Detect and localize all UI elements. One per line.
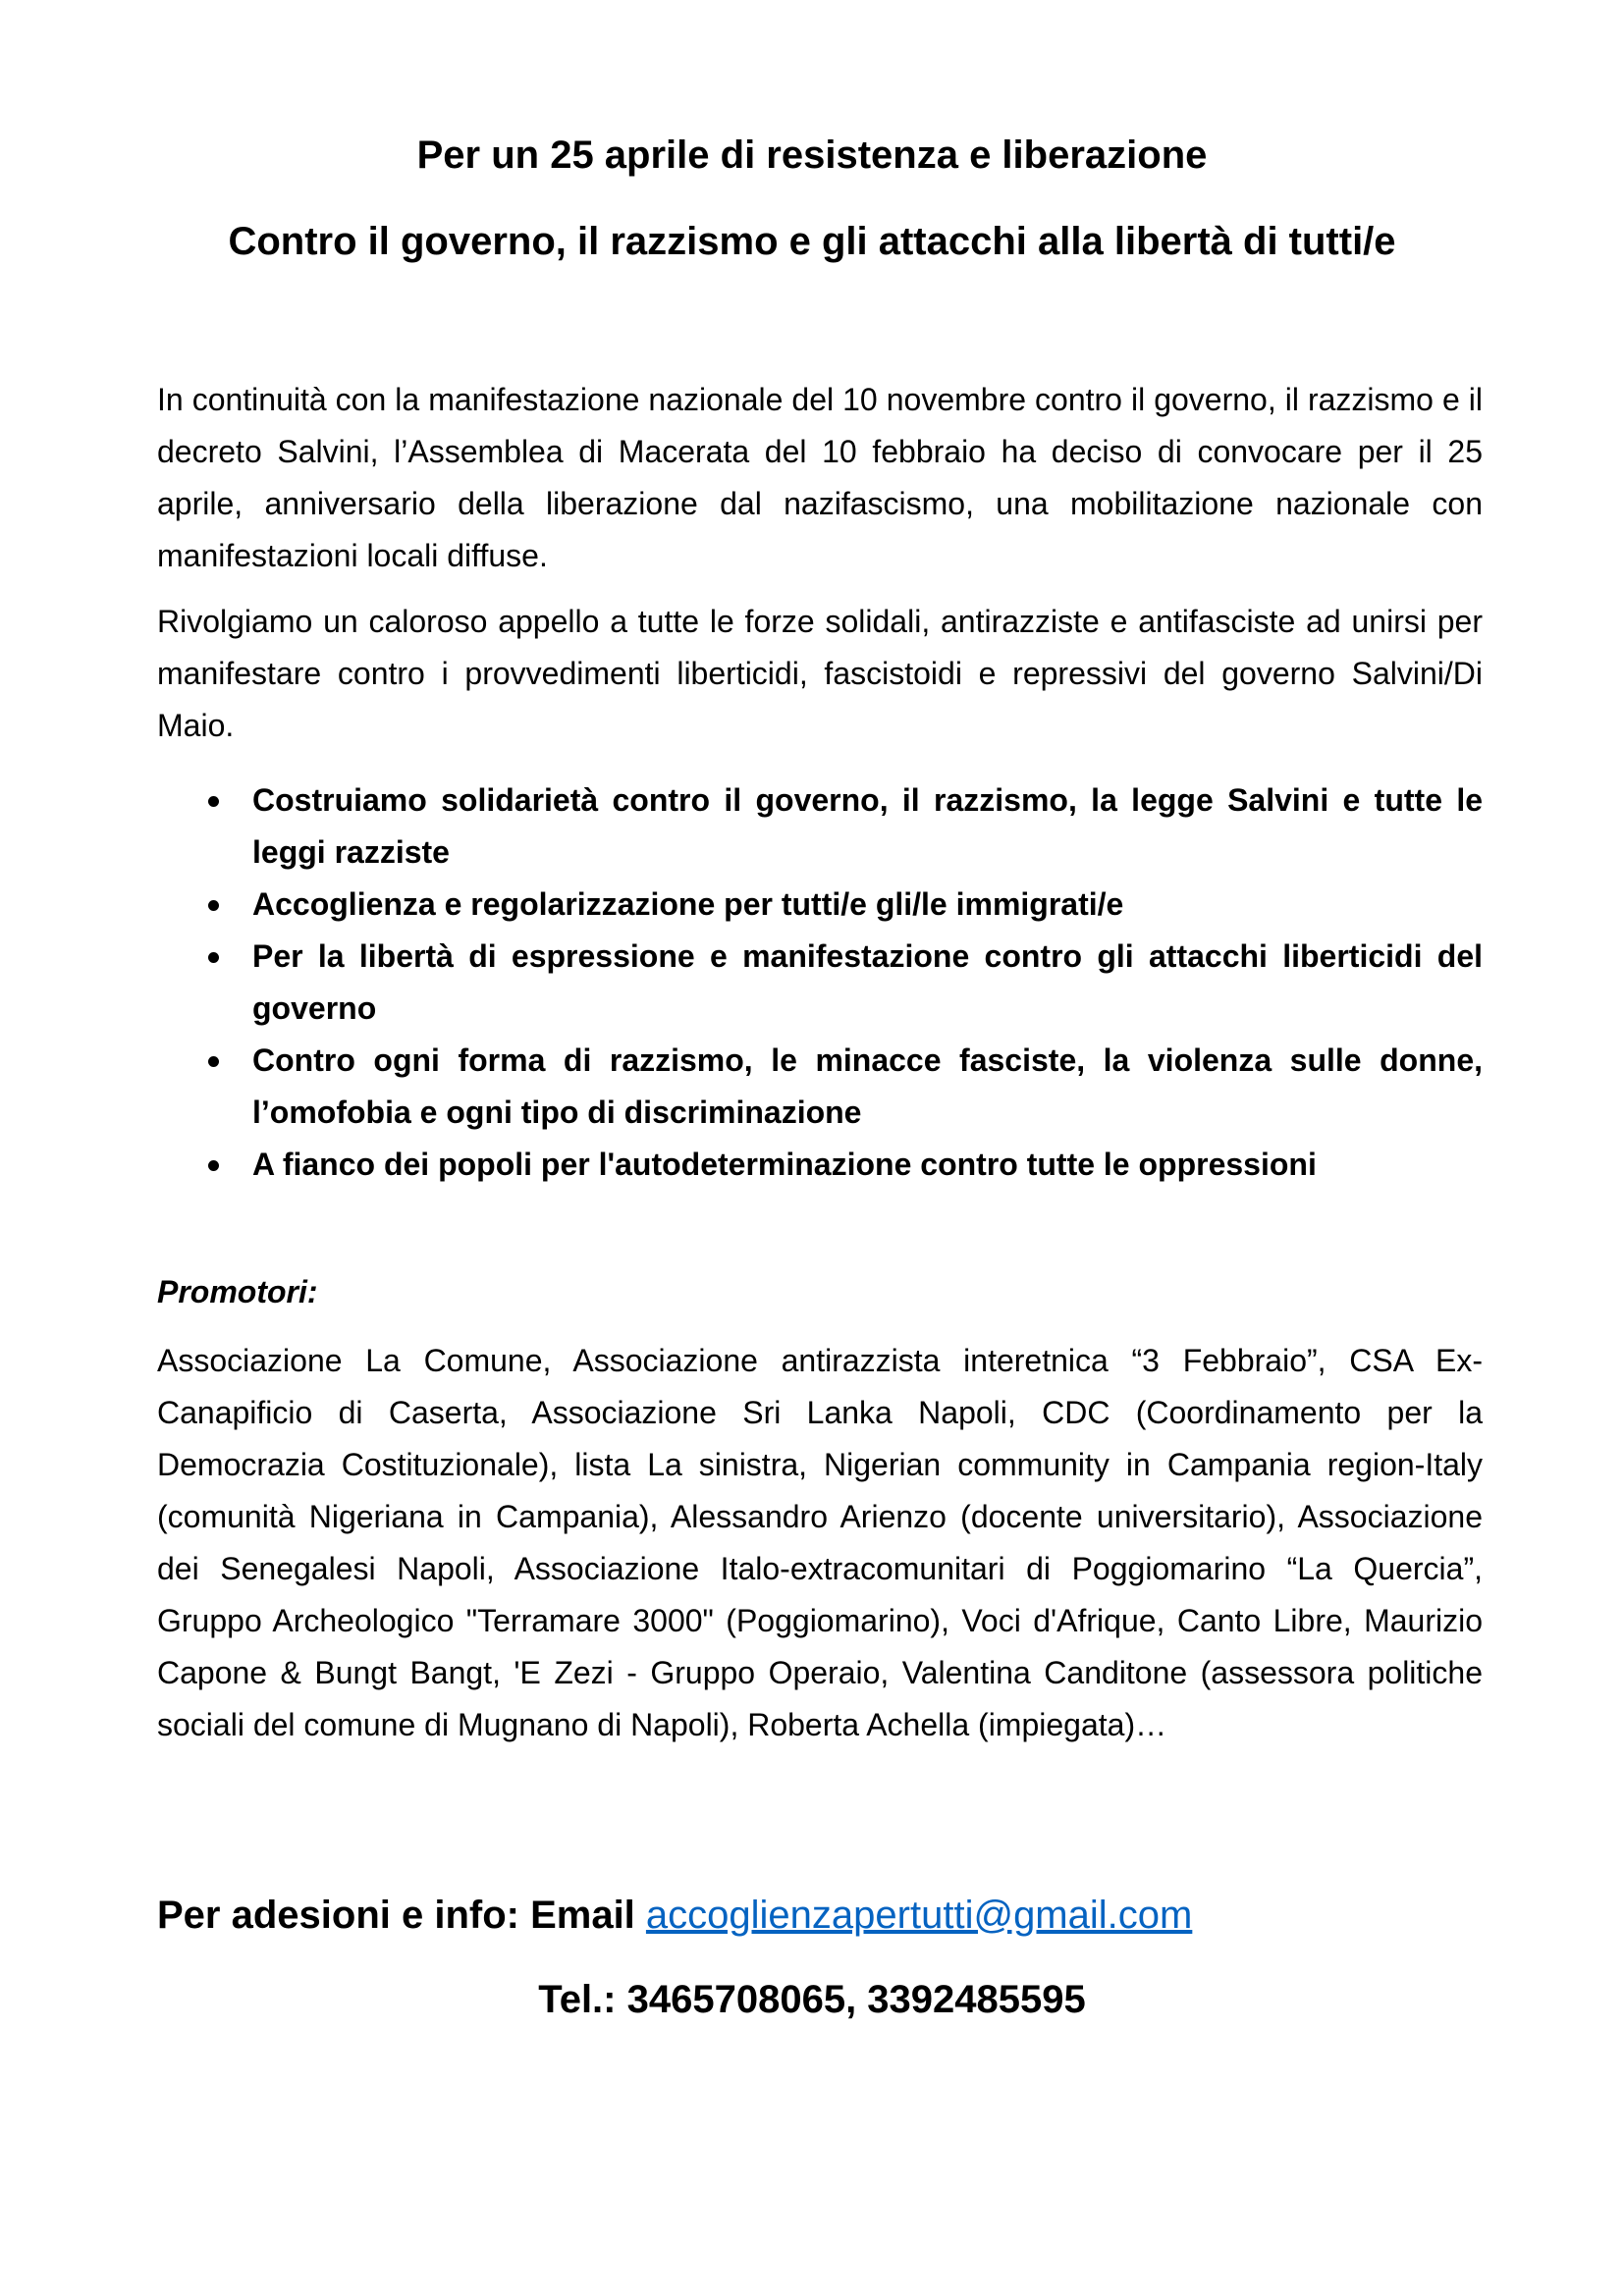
appeal-paragraph: Rivolgiamo un caloroso appello a tutte le forze solidali, antirazziste e antifasciste ad unirsi per manifestare contro i provvedimenti liberticidi, fascistoidi e repressivi del governo Salvini/Di Maio.	[157, 604, 1483, 743]
document-title: Per un 25 aprile di resistenza e liberazione	[416, 133, 1208, 177]
list-item-text: A fianco dei popoli per l'autodeterminazione contro tutte le oppressioni	[252, 1147, 1317, 1182]
list-item-text: Contro ogni forma di razzismo, le minacce fasciste, la violenza sulle donne, l’omofobia e ogni tipo di discriminazione	[252, 1042, 1483, 1130]
email-link[interactable]: accoglienzapertutti@gmail.com	[645, 1894, 1193, 1937]
bullet-icon	[208, 900, 219, 911]
list-item	[157, 1035, 1483, 1139]
list-item	[157, 1139, 1483, 1191]
promoters-paragraph: Associazione La Comune, Associazione antirazzista interetnica “3 Febbraio”, CSA Ex-Canapificio di Caserta, Associazione Sri Lanka Napoli, CDC (Coordinamento per la Democrazia Costituzionale), lista La sinistra, Nigerian community in Campania region-Italy (comunità Nigeriana in Campania), Alessandro Arienzo (docente universitario), Associazione dei Senegalesi Napoli, Associazione Italo-extracomunitari di Poggiomarino “La Quercia”, Gruppo Archeologico "Terramare 3000" (Poggiomarino), Voci d'Afrique, Canto Libre, Maurizio Capone & Bungt Bangt, 'E Zezi - Gruppo Operaio, Valentina Canditone (assessora politiche sociali del comune di Mugnano di Napoli), Roberta Achella (impiegata)…	[157, 1343, 1483, 1742]
bullet-icon	[208, 1160, 219, 1171]
phone-numbers: Tel.: 3465708065, 3392485595	[538, 1978, 1086, 2021]
list-item-text: Per la libertà di espressione e manifestazione contro gli attacchi liberticidi del governo	[252, 938, 1483, 1026]
list-item-text: Costruiamo solidarietà contro il governo, il razzismo, la legge Salvini e tutte le leggi razziste	[252, 782, 1483, 870]
bullet-icon	[208, 796, 219, 807]
demands-list	[157, 774, 1483, 1191]
list-item-text: Accoglienza e regolarizzazione per tutti/e gli/le immigrati/e	[252, 886, 1124, 922]
document-subtitle: Contro il governo, il razzismo e gli attacchi alla libertà di tutti/e	[228, 220, 1396, 263]
contact-label: Per adesioni e info: Email	[157, 1894, 646, 1937]
bullet-icon	[208, 952, 219, 963]
list-item	[157, 931, 1483, 1035]
promoters-heading: Promotori:	[157, 1274, 318, 1309]
list-item	[157, 774, 1483, 879]
contact-line	[157, 1889, 1192, 1942]
intro-paragraph: In continuità con la manifestazione nazionale del 10 novembre contro il governo, il razzismo e il decreto Salvini, l’Assemblea di Macerata del 10 febbraio ha deciso di convocare per il 25 aprile, anniversario della liberazione dal nazifascismo, una mobilitazione nazionale con manifestazioni locali diffuse.	[157, 382, 1483, 573]
list-item	[157, 879, 1483, 931]
bullet-icon	[208, 1056, 219, 1067]
